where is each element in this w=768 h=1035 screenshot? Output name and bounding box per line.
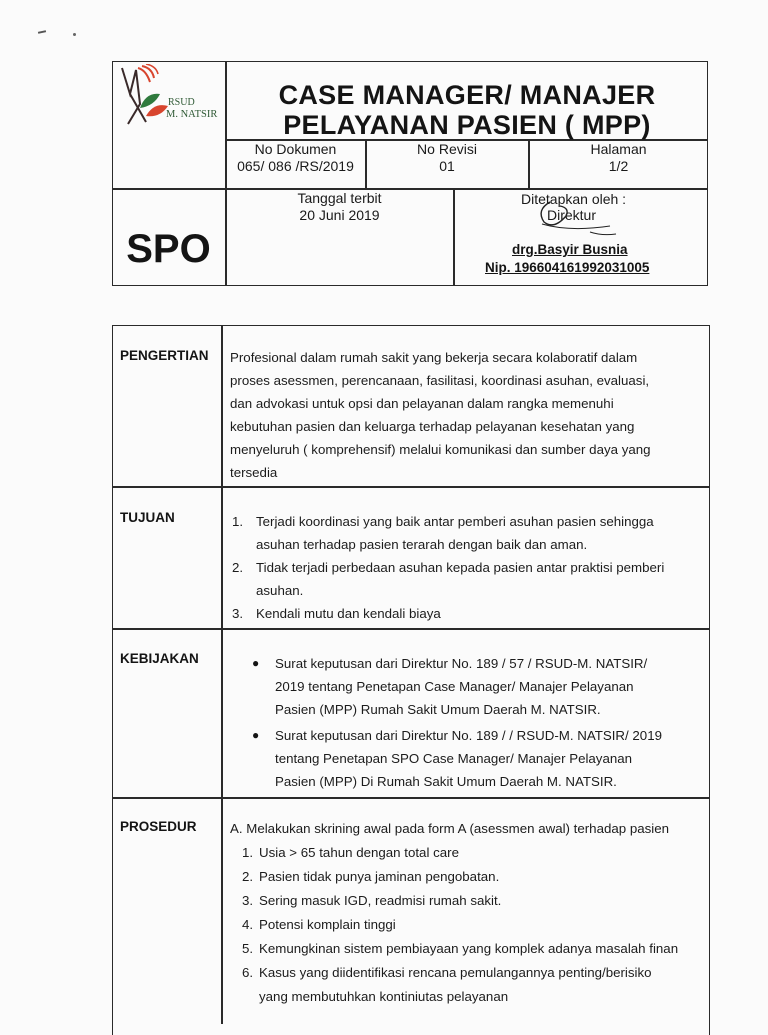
tujuan-text: Terjadi koordinasi yang baik antar pemberi asuhan pasien sehingga xyxy=(256,514,654,529)
no-revisi-label: No Revisi xyxy=(417,141,477,157)
signatory-nip: Nip. 196604161992031005 xyxy=(485,260,650,275)
bullet-icon: ● xyxy=(252,656,260,670)
prosedur-num: 3. xyxy=(242,893,254,908)
divider xyxy=(112,797,710,799)
ditetapkan-label: Ditetapkan oleh : xyxy=(521,191,627,207)
prosedur-text: Pasien tidak punya jaminan pengobatan. xyxy=(259,869,500,884)
halaman-value: 1/2 xyxy=(608,158,629,174)
prosedur-text: Potensi komplain tinggi xyxy=(259,917,396,932)
prosedur-num: 1. xyxy=(242,845,254,860)
tujuan-num: 2. xyxy=(232,560,244,575)
prosedur-text: Kemungkinan sistem pembiayaan yang komplek adanya masalah finan xyxy=(259,941,679,956)
tujuan-num: 3. xyxy=(232,606,244,621)
prosedur-text: Usia > 65 tahun dengan total care xyxy=(259,845,459,860)
divider xyxy=(112,628,710,630)
tujuan-text: asuhan terhadap pasien terarah dengan baik dan aman. xyxy=(256,537,588,552)
pengertian-line: Profesional dalam rumah sakit yang bekerja secara kolaboratif dalam xyxy=(230,350,638,365)
pengertian-line: menyeluruh ( komprehensif) melalui komunikasi dan sumber daya yang xyxy=(230,442,651,457)
tujuan-text: asuhan. xyxy=(256,583,304,598)
tujuan-text: Tidak terjadi perbedaan asuhan kepada pasien antar praktisi pemberi xyxy=(256,560,665,575)
tanggal-label: Tanggal terbit xyxy=(297,190,382,206)
logo-text-name: M. NATSIR xyxy=(166,109,218,120)
spo-label: SPO xyxy=(126,227,211,271)
prosedur-intro: A. Melakukan skrining awal pada form A (asessmen awal) terhadap pasien xyxy=(230,821,670,836)
prosedur-num: 6. xyxy=(242,965,254,980)
no-revisi-value: 01 xyxy=(439,158,455,174)
scan-mark xyxy=(38,30,46,34)
hospital-logo xyxy=(116,64,221,134)
pengertian-line: tersedia xyxy=(230,465,278,480)
signatory-name: drg.Basyir Busnia xyxy=(512,242,628,257)
kebijakan-text: 2019 tentang Penetapan Case Manager/ Manajer Pelayanan xyxy=(275,679,634,694)
divider xyxy=(221,325,223,1024)
scan-mark xyxy=(73,33,76,36)
prosedur-text: Kasus yang diidentifikasi rencana pemulangannya penting/berisiko xyxy=(259,965,652,980)
divider xyxy=(453,188,455,286)
kebijakan-text: Pasien (MPP) Di Rumah Sakit Umum Daerah M. NATSIR. xyxy=(275,774,617,789)
prosedur-label: PROSEDUR xyxy=(120,819,197,834)
tanggal-value: 20 Juni 2019 xyxy=(299,207,380,223)
pengertian-line: kebutuhan pasien dan keluarga terhadap pelayanan kesehatan yang xyxy=(230,419,635,434)
kebijakan-text: Surat keputusan dari Direktur No. 189 / / RSUD-M. NATSIR/ 2019 xyxy=(275,728,662,743)
pengertian-line: proses asessmen, perencanaan, fasilitasi, koordinasi asuhan, evaluasi, xyxy=(230,373,650,388)
halaman-label: Halaman xyxy=(590,141,647,157)
kebijakan-text: Surat keputusan dari Direktur No. 189 / 57 / RSUD-M. NATSIR/ xyxy=(275,656,648,671)
prosedur-text: Sering masuk IGD, readmisi rumah sakit. xyxy=(259,893,502,908)
prosedur-text: yang membutuhkan kontiniutas pelayanan xyxy=(259,989,509,1004)
document-title-line1: CASE MANAGER/ MANAJER xyxy=(278,80,656,110)
pengertian-line: dan advokasi untuk opsi dan pelayanan dalam rangka memenuhi xyxy=(230,396,614,411)
divider xyxy=(112,486,710,488)
pengertian-label: PENGERTIAN xyxy=(120,348,209,363)
bullet-icon: ● xyxy=(252,728,260,742)
kebijakan-text: Pasien (MPP) Rumah Sakit Umum Daerah M. NATSIR. xyxy=(275,702,601,717)
kebijakan-label: KEBIJAKAN xyxy=(120,651,199,666)
prosedur-num: 4. xyxy=(242,917,254,932)
document-title-line2: PELAYANAN PASIEN ( MPP) xyxy=(283,110,651,140)
tujuan-label: TUJUAN xyxy=(120,510,175,525)
prosedur-num: 2. xyxy=(242,869,254,884)
kebijakan-text: tentang Penetapan SPO Case Manager/ Manajer Pelayanan xyxy=(275,751,633,766)
tujuan-num: 1. xyxy=(232,514,244,529)
no-dokumen-value: 065/ 086 /RS/2019 xyxy=(237,158,354,174)
no-dokumen-label: No Dokumen xyxy=(254,141,337,157)
prosedur-num: 5. xyxy=(242,941,254,956)
jabatan: Direktur xyxy=(547,207,597,223)
logo-text-rsud: RSUD xyxy=(168,97,195,108)
tujuan-text: Kendali mutu dan kendali biaya xyxy=(256,606,441,621)
